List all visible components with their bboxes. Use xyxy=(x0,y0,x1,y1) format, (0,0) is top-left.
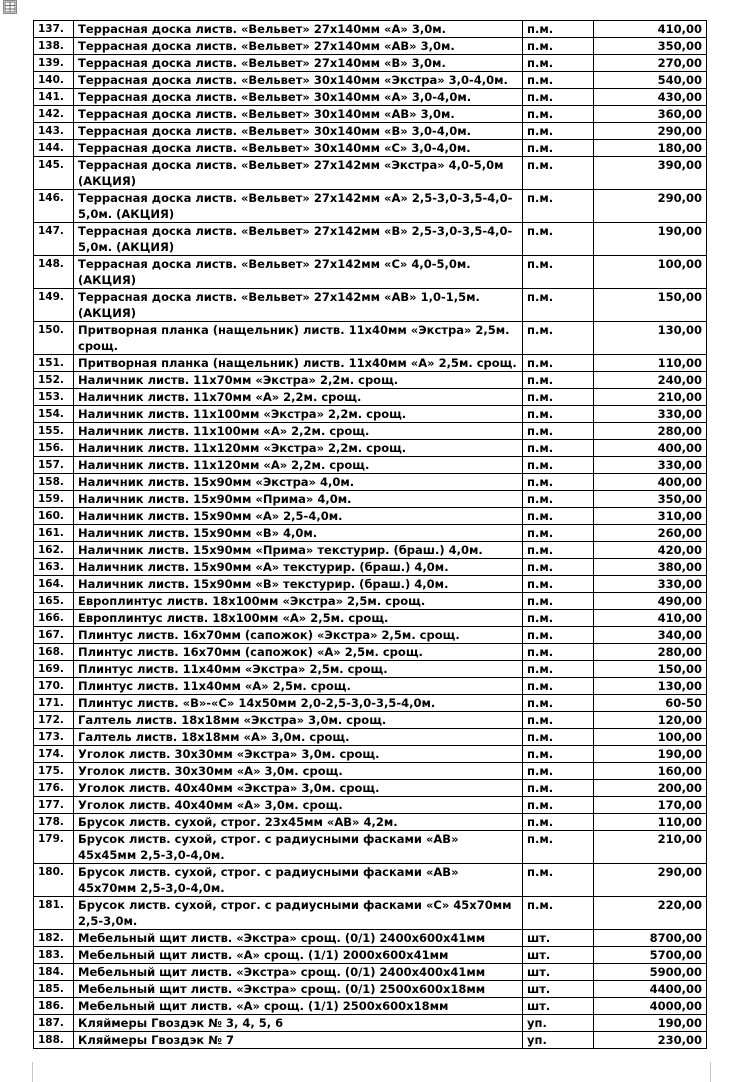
row-number: 187. xyxy=(34,1015,74,1032)
row-number: 186. xyxy=(34,998,74,1015)
row-number: 141. xyxy=(34,89,74,106)
item-price: 190,00 xyxy=(594,1015,707,1032)
row-number: 158. xyxy=(34,474,74,491)
item-name: Плинтус листв. «В»-«С» 14х50мм 2,0-2,5-3,0-3,5-4,0м. xyxy=(74,695,523,712)
item-unit: п.м. xyxy=(523,289,594,322)
row-number: 176. xyxy=(34,780,74,797)
item-price: 170,00 xyxy=(594,797,707,814)
item-unit: п.м. xyxy=(523,864,594,897)
row-number: 148. xyxy=(34,256,74,289)
table-row xyxy=(34,21,707,38)
row-number: 173. xyxy=(34,729,74,746)
item-unit: п.м. xyxy=(523,695,594,712)
item-unit: п.м. xyxy=(523,322,594,355)
table-row xyxy=(34,780,707,797)
item-name: Террасная доска листв. «Вельвет» 27х140мм «А» 3,0м. xyxy=(74,21,523,38)
item-price: 230,00 xyxy=(594,1032,707,1049)
item-unit: п.м. xyxy=(523,355,594,372)
table-row xyxy=(34,661,707,678)
item-unit: п.м. xyxy=(523,763,594,780)
table-row xyxy=(34,1015,707,1032)
item-name: Притворная планка (нащельник) листв. 11х40мм «Экстра» 2,5м. срощ. xyxy=(74,322,523,355)
row-number: 160. xyxy=(34,508,74,525)
item-name: Брусок листв. сухой, строг. с радиусными фасками «АВ» 45х45мм 2,5-3,0-4,0м. xyxy=(74,831,523,864)
item-price: 290,00 xyxy=(594,123,707,140)
item-price: 280,00 xyxy=(594,423,707,440)
item-name: Плинтус листв. 16х70мм (сапожок) «А» 2,5м. срощ. xyxy=(74,644,523,661)
item-price: 210,00 xyxy=(594,389,707,406)
table-row xyxy=(34,406,707,423)
item-price: 100,00 xyxy=(594,256,707,289)
page-crop-mark-left xyxy=(32,1062,33,1082)
item-price: 200,00 xyxy=(594,780,707,797)
table-row xyxy=(34,457,707,474)
item-unit: п.м. xyxy=(523,593,594,610)
item-name: Наличник листв. 11х70мм «Экстра» 2,2м. срощ. xyxy=(74,372,523,389)
item-unit: шт. xyxy=(523,981,594,998)
row-number: 149. xyxy=(34,289,74,322)
item-unit: п.м. xyxy=(523,55,594,72)
table-row xyxy=(34,763,707,780)
item-name: Наличник листв. 15х90мм «Прима» 4,0м. xyxy=(74,491,523,508)
item-price: 540,00 xyxy=(594,72,707,89)
item-name: Плинтус листв. 16х70мм (сапожок) «Экстра» 2,5м. срощ. xyxy=(74,627,523,644)
item-name: Мебельный щит листв. «А» срощ. (1/1) 2500х600х18мм xyxy=(74,998,523,1015)
item-name: Террасная доска листв. «Вельвет» 30х140мм «АВ» 3,0м. xyxy=(74,106,523,123)
item-name: Наличник листв. 11х120мм «А» 2,2м. срощ. xyxy=(74,457,523,474)
table-row xyxy=(34,712,707,729)
table-row xyxy=(34,814,707,831)
item-name: Террасная доска листв. «Вельвет» 27х142мм «В» 2,5-3,0-3,5-4,0-5,0м. (АКЦИЯ) xyxy=(74,223,523,256)
item-name: Наличник листв. 15х90мм «В» 4,0м. xyxy=(74,525,523,542)
row-number: 151. xyxy=(34,355,74,372)
item-name: Уголок листв. 30х30мм «Экстра» 3,0м. срощ. xyxy=(74,746,523,763)
item-price: 220,00 xyxy=(594,897,707,930)
item-name: Уголок листв. 40х40мм «А» 3,0м. срощ. xyxy=(74,797,523,814)
item-name: Наличник листв. 15х90мм «В» текстурир. (браш.) 4,0м. xyxy=(74,576,523,593)
item-name: Наличник листв. 11х100мм «А» 2,2м. срощ. xyxy=(74,423,523,440)
table-row xyxy=(34,140,707,157)
row-number: 157. xyxy=(34,457,74,474)
table-row xyxy=(34,559,707,576)
table-row xyxy=(34,491,707,508)
row-number: 144. xyxy=(34,140,74,157)
item-unit: п.м. xyxy=(523,508,594,525)
item-name: Брусок листв. сухой, строг. с радиусными фасками «С» 45х70мм 2,5-3,0м. xyxy=(74,897,523,930)
item-unit: п.м. xyxy=(523,644,594,661)
table-row xyxy=(34,593,707,610)
table-row xyxy=(34,106,707,123)
item-name: Террасная доска листв. «Вельвет» 30х140мм «А» 3,0-4,0м. xyxy=(74,89,523,106)
row-number: 169. xyxy=(34,661,74,678)
item-price: 4000,00 xyxy=(594,998,707,1015)
row-number: 175. xyxy=(34,763,74,780)
item-name: Плинтус листв. 11х40мм «А» 2,5м. срощ. xyxy=(74,678,523,695)
table-row xyxy=(34,355,707,372)
row-number: 162. xyxy=(34,542,74,559)
item-unit: п.м. xyxy=(523,372,594,389)
row-number: 172. xyxy=(34,712,74,729)
row-number: 177. xyxy=(34,797,74,814)
item-price: 110,00 xyxy=(594,355,707,372)
item-price: 150,00 xyxy=(594,661,707,678)
table-row xyxy=(34,38,707,55)
item-price: 160,00 xyxy=(594,763,707,780)
item-unit: п.м. xyxy=(523,831,594,864)
table-row xyxy=(34,542,707,559)
row-number: 154. xyxy=(34,406,74,423)
item-unit: п.м. xyxy=(523,746,594,763)
item-price: 190,00 xyxy=(594,746,707,763)
item-price: 4400,00 xyxy=(594,981,707,998)
table-row xyxy=(34,525,707,542)
item-unit: шт. xyxy=(523,998,594,1015)
price-table xyxy=(33,20,707,1049)
item-unit: п.м. xyxy=(523,423,594,440)
table-row xyxy=(34,190,707,223)
item-unit: п.м. xyxy=(523,406,594,423)
row-number: 153. xyxy=(34,389,74,406)
table-row xyxy=(34,797,707,814)
item-unit: п.м. xyxy=(523,559,594,576)
item-unit: уп. xyxy=(523,1032,594,1049)
row-number: 182. xyxy=(34,930,74,947)
row-number: 145. xyxy=(34,157,74,190)
item-unit: п.м. xyxy=(523,897,594,930)
row-number: 171. xyxy=(34,695,74,712)
row-number: 178. xyxy=(34,814,74,831)
item-price: 180,00 xyxy=(594,140,707,157)
page-crop-mark-right xyxy=(710,1062,711,1082)
item-price: 280,00 xyxy=(594,644,707,661)
item-name: Плинтус листв. 11х40мм «Экстра» 2,5м. срощ. xyxy=(74,661,523,678)
item-name: Террасная доска листв. «Вельвет» 30х140мм «В» 3,0-4,0м. xyxy=(74,123,523,140)
table-row xyxy=(34,440,707,457)
item-price: 400,00 xyxy=(594,474,707,491)
row-number: 159. xyxy=(34,491,74,508)
row-number: 142. xyxy=(34,106,74,123)
item-unit: п.м. xyxy=(523,491,594,508)
table-row xyxy=(34,89,707,106)
item-name: Террасная доска листв. «Вельвет» 30х140мм «Экстра» 3,0-4,0м. xyxy=(74,72,523,89)
row-number: 181. xyxy=(34,897,74,930)
item-price: 290,00 xyxy=(594,864,707,897)
table-row xyxy=(34,474,707,491)
item-name: Террасная доска листв. «Вельвет» 27х142мм «С» 4,0-5,0м. (АКЦИЯ) xyxy=(74,256,523,289)
item-unit: п.м. xyxy=(523,474,594,491)
item-price: 5700,00 xyxy=(594,947,707,964)
item-unit: п.м. xyxy=(523,256,594,289)
table-row xyxy=(34,372,707,389)
row-number: 179. xyxy=(34,831,74,864)
row-number: 138. xyxy=(34,38,74,55)
row-number: 168. xyxy=(34,644,74,661)
table-row xyxy=(34,289,707,322)
table-row xyxy=(34,964,707,981)
table-row xyxy=(34,223,707,256)
item-unit: п.м. xyxy=(523,157,594,190)
table-row xyxy=(34,864,707,897)
item-price: 190,00 xyxy=(594,223,707,256)
item-name: Уголок листв. 30х30мм «А» 3,0м. срощ. xyxy=(74,763,523,780)
item-price: 390,00 xyxy=(594,157,707,190)
item-unit: п.м. xyxy=(523,814,594,831)
item-price: 310,00 xyxy=(594,508,707,525)
row-number: 143. xyxy=(34,123,74,140)
item-name: Кляймеры Гвоздэк № 3, 4, 5, 6 xyxy=(74,1015,523,1032)
row-number: 184. xyxy=(34,964,74,981)
item-unit: уп. xyxy=(523,1015,594,1032)
table-row xyxy=(34,831,707,864)
item-name: Наличник листв. 15х90мм «А» 2,5-4,0м. xyxy=(74,508,523,525)
table-row xyxy=(34,508,707,525)
item-name: Террасная доска листв. «Вельвет» 27х142мм «А» 2,5-3,0-3,5-4,0-5,0м. (АКЦИЯ) xyxy=(74,190,523,223)
row-number: 164. xyxy=(34,576,74,593)
table-row xyxy=(34,947,707,964)
price-table-body xyxy=(34,21,707,1049)
row-number: 167. xyxy=(34,627,74,644)
item-unit: п.м. xyxy=(523,576,594,593)
table-row xyxy=(34,55,707,72)
item-unit: п.м. xyxy=(523,223,594,256)
row-number: 139. xyxy=(34,55,74,72)
item-unit: п.м. xyxy=(523,797,594,814)
item-price: 120,00 xyxy=(594,712,707,729)
item-price: 150,00 xyxy=(594,289,707,322)
item-price: 380,00 xyxy=(594,559,707,576)
item-name: Наличник листв. 11х70мм «А» 2,2м. срощ. xyxy=(74,389,523,406)
item-unit: п.м. xyxy=(523,190,594,223)
row-number: 163. xyxy=(34,559,74,576)
item-unit: п.м. xyxy=(523,123,594,140)
item-unit: п.м. xyxy=(523,525,594,542)
item-unit: шт. xyxy=(523,947,594,964)
row-number: 166. xyxy=(34,610,74,627)
item-name: Кляймеры Гвоздэк № 7 xyxy=(74,1032,523,1049)
item-name: Мебельный щит листв. «Экстра» срощ. (0/1) 2500х600х18мм xyxy=(74,981,523,998)
table-row xyxy=(34,576,707,593)
item-name: Наличник листв. 15х90мм «Экстра» 4,0м. xyxy=(74,474,523,491)
row-number: 188. xyxy=(34,1032,74,1049)
item-unit: п.м. xyxy=(523,140,594,157)
item-unit: п.м. xyxy=(523,21,594,38)
table-row xyxy=(34,678,707,695)
row-number: 165. xyxy=(34,593,74,610)
item-unit: п.м. xyxy=(523,440,594,457)
item-unit: п.м. xyxy=(523,542,594,559)
item-name: Наличник листв. 11х100мм «Экстра» 2,2м. срощ. xyxy=(74,406,523,423)
table-row xyxy=(34,930,707,947)
item-name: Брусок листв. сухой, строг. с радиусными фасками «АВ» 45х70мм 2,5-3,0-4,0м. xyxy=(74,864,523,897)
item-name: Террасная доска листв. «Вельвет» 30х140мм «С» 3,0-4,0м. xyxy=(74,140,523,157)
item-name: Наличник листв. 11х120мм «Экстра» 2,2м. срощ. xyxy=(74,440,523,457)
row-number: 147. xyxy=(34,223,74,256)
item-price: 130,00 xyxy=(594,678,707,695)
table-row xyxy=(34,256,707,289)
item-price: 430,00 xyxy=(594,89,707,106)
row-number: 137. xyxy=(34,21,74,38)
item-price: 330,00 xyxy=(594,406,707,423)
table-row xyxy=(34,746,707,763)
item-name: Галтель листв. 18х18мм «А» 3,0м. срощ. xyxy=(74,729,523,746)
item-unit: шт. xyxy=(523,964,594,981)
table-row xyxy=(34,627,707,644)
item-price: 240,00 xyxy=(594,372,707,389)
item-price: 490,00 xyxy=(594,593,707,610)
item-unit: п.м. xyxy=(523,661,594,678)
item-unit: п.м. xyxy=(523,457,594,474)
row-number: 180. xyxy=(34,864,74,897)
item-name: Мебельный щит листв. «Экстра» срощ. (0/1) 2400х600х41мм xyxy=(74,930,523,947)
item-price: 360,00 xyxy=(594,106,707,123)
row-number: 140. xyxy=(34,72,74,89)
item-unit: п.м. xyxy=(523,610,594,627)
item-price: 5900,00 xyxy=(594,964,707,981)
item-price: 420,00 xyxy=(594,542,707,559)
item-unit: шт. xyxy=(523,930,594,947)
item-unit: п.м. xyxy=(523,89,594,106)
item-price: 350,00 xyxy=(594,491,707,508)
item-unit: п.м. xyxy=(523,106,594,123)
item-price: 400,00 xyxy=(594,440,707,457)
item-price: 130,00 xyxy=(594,322,707,355)
item-name: Наличник листв. 15х90мм «А» текстурир. (браш.) 4,0м. xyxy=(74,559,523,576)
table-row xyxy=(34,610,707,627)
item-unit: п.м. xyxy=(523,780,594,797)
item-name: Европлинтус листв. 18х100мм «А» 2,5м. срощ. xyxy=(74,610,523,627)
item-name: Брусок листв. сухой, строг. 23х45мм «АВ» 4,2м. xyxy=(74,814,523,831)
table-row xyxy=(34,1032,707,1049)
item-unit: п.м. xyxy=(523,729,594,746)
table-row xyxy=(34,123,707,140)
table-row xyxy=(34,695,707,712)
table-row xyxy=(34,423,707,440)
item-unit: п.м. xyxy=(523,627,594,644)
table-row xyxy=(34,389,707,406)
item-name: Террасная доска листв. «Вельвет» 27х142мм «Экстра» 4,0-5,0м (АКЦИЯ) xyxy=(74,157,523,190)
table-move-handle-icon[interactable] xyxy=(3,0,17,14)
row-number: 152. xyxy=(34,372,74,389)
table-row xyxy=(34,729,707,746)
table-row xyxy=(34,157,707,190)
item-price: 210,00 xyxy=(594,831,707,864)
row-number: 161. xyxy=(34,525,74,542)
table-row xyxy=(34,72,707,89)
item-name: Террасная доска листв. «Вельвет» 27х140мм «В» 3,0м. xyxy=(74,55,523,72)
item-name: Притворная планка (нащельник) листв. 11х40мм «А» 2,5м. срощ. xyxy=(74,355,523,372)
item-price: 260,00 xyxy=(594,525,707,542)
item-price: 330,00 xyxy=(594,576,707,593)
item-price: 270,00 xyxy=(594,55,707,72)
item-price: 350,00 xyxy=(594,38,707,55)
item-name: Мебельный щит листв. «Экстра» срощ. (0/1) 2400х400х41мм xyxy=(74,964,523,981)
item-name: Террасная доска листв. «Вельвет» 27х140мм «АВ» 3,0м. xyxy=(74,38,523,55)
table-row xyxy=(34,897,707,930)
item-price: 340,00 xyxy=(594,627,707,644)
item-price: 410,00 xyxy=(594,610,707,627)
item-price: 8700,00 xyxy=(594,930,707,947)
row-number: 170. xyxy=(34,678,74,695)
item-name: Мебельный щит листв. «А» срощ. (1/1) 2000х600х41мм xyxy=(74,947,523,964)
row-number: 146. xyxy=(34,190,74,223)
table-row xyxy=(34,644,707,661)
row-number: 150. xyxy=(34,322,74,355)
row-number: 185. xyxy=(34,981,74,998)
row-number: 156. xyxy=(34,440,74,457)
item-unit: п.м. xyxy=(523,678,594,695)
item-price: 100,00 xyxy=(594,729,707,746)
item-unit: п.м. xyxy=(523,38,594,55)
row-number: 174. xyxy=(34,746,74,763)
item-name: Террасная доска листв. «Вельвет» 27х142мм «АВ» 1,0-1,5м. (АКЦИЯ) xyxy=(74,289,523,322)
row-number: 183. xyxy=(34,947,74,964)
table-row xyxy=(34,981,707,998)
row-number: 155. xyxy=(34,423,74,440)
item-unit: п.м. xyxy=(523,72,594,89)
item-price: 410,00 xyxy=(594,21,707,38)
item-price: 330,00 xyxy=(594,457,707,474)
table-row xyxy=(34,998,707,1015)
item-name: Уголок листв. 40х40мм «Экстра» 3,0м. срощ. xyxy=(74,780,523,797)
item-name: Галтель листв. 18х18мм «Экстра» 3,0м. срощ. xyxy=(74,712,523,729)
table-row xyxy=(34,322,707,355)
item-name: Наличник листв. 15х90мм «Прима» текстурир. (браш.) 4,0м. xyxy=(74,542,523,559)
item-unit: п.м. xyxy=(523,712,594,729)
item-price: 110,00 xyxy=(594,814,707,831)
item-price: 60-50 xyxy=(594,695,707,712)
item-unit: п.м. xyxy=(523,389,594,406)
item-price: 290,00 xyxy=(594,190,707,223)
item-name: Европлинтус листв. 18х100мм «Экстра» 2,5м. срощ. xyxy=(74,593,523,610)
